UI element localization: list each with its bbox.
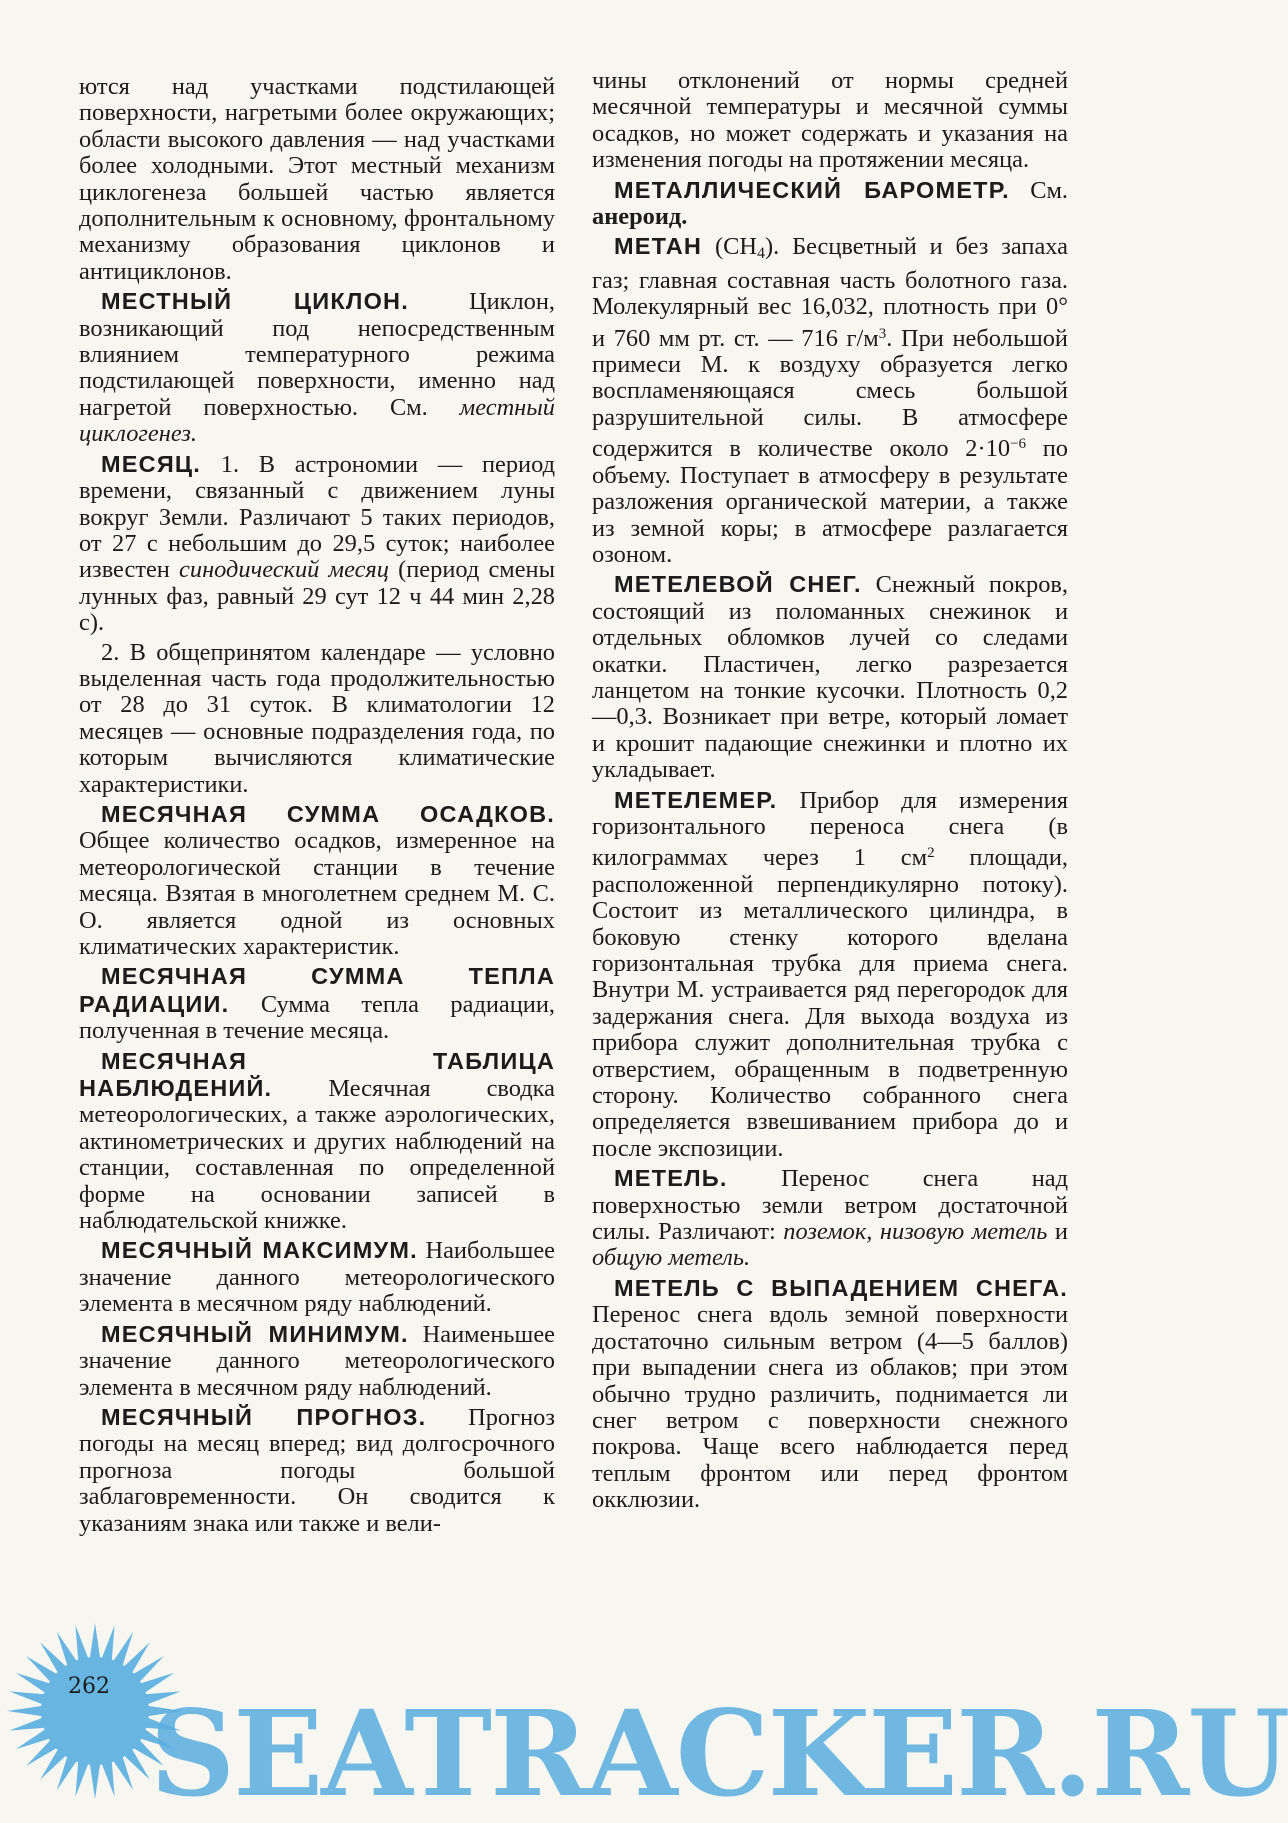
continued-paragraph: ются над участками подстилающей поверхности, нагретыми более окружающих; области высокого давления — над участками более холодными. Этот местный механизм циклогенеза большей частью является дополнительным к основному, фронтальному механизму образования циклонов и антициклонов. [79, 73, 555, 285]
italic-term: общую метель. [592, 1244, 751, 1272]
entry-term: МЕТЕЛЕМЕР. [614, 786, 778, 813]
entry-text: 1. В астрономии — период времени, связанный с движением луны вокруг Земли. Различают 5 таких периодов, от 27 с небольшим до 29,5 суток; наиболее известен [79, 450, 555, 584]
entry-mesyachnyi-minimum [79, 1321, 555, 1401]
entry-mestnyi-tsiklon [79, 288, 555, 447]
entry-term: МЕТАЛЛИЧЕСКИЙ БАРОМЕТР. [614, 176, 1010, 203]
formula-text: (CH [702, 233, 757, 261]
entry-text: Прогноз погоды на месяц вперед; вид долгосрочного прогноза погоды большой заблаговременности. Он сводится к указаниям знака или также и вели- [79, 1403, 555, 1537]
watermark-text: SEATRACKER.RU [150, 1684, 1288, 1823]
entry-text: Циклон, возникающий под непосредственным влиянием температурного режима подстилающей поверхности, именно над нагретой поверхностью. См. [79, 288, 555, 421]
entry-metan [592, 233, 1068, 568]
entry-term: МЕСЯЧНАЯ ТАБЛИЦА НАБЛЮДЕНИЙ. [79, 1047, 555, 1102]
cross-reference: местный циклогенез. [79, 393, 555, 448]
entry-term: МЕТАН [614, 233, 703, 260]
entry-term: МЕСЯЧНЫЙ МАКСИМУМ. [101, 1237, 418, 1264]
entry-text: Перенос снега над поверхностью земли ветром достаточной силы. Различают: [592, 1165, 1068, 1246]
entry-text: Перенос снега вдоль земной поверхности достаточно сильным ветром (4—5 баллов) при выпадении снега из облаков; при этом обычно трудно различить, поднимается ли снег ветром с поверхности снежного покрова. Чаще всего наблюдается перед теплым фронтом или перед фронтом окклюзии. [592, 1301, 1068, 1514]
entry-metel-s-vypadeniem-snega [592, 1275, 1068, 1514]
entry-text: Общее количество осадков, измеренное на метеорологической станции в течение месяца. Взятая в многолетнем среднем М. С. О. является одной из основных климатических характеристик. [79, 827, 555, 960]
formula-text: ). [764, 233, 780, 261]
entry-text: (период смены лунных фаз, равный 29 сут 12 ч 44 мин 2,28 с). [79, 556, 555, 637]
entry-text: площади, расположенной перпендикулярно потоку). Состоит из металлического цилиндра, в боковую стенку которого вделана горизонтальная трубка для приема снега. Внутри М. устраивается ряд перегородок для задержания снега. Для выхода воздуха из прибора служит дополнительная трубка с отверстием, обращенным в подветренную сторону. Количество собранного снега определяется взвешиванием прибора до и после экспозиции. [592, 844, 1068, 1162]
entry-term: МЕСЯЧНЫЙ МИНИМУМ. [101, 1320, 409, 1347]
entry-text: Сумма тепла радиации, полученная в течение месяца. [79, 990, 555, 1045]
entry-term: МЕСТНЫЙ ЦИКЛОН. [101, 288, 409, 315]
italic-term: поземок, низовую метель [783, 1218, 1048, 1246]
entry-metelemer [592, 787, 1068, 1163]
superscript: 3 [878, 325, 887, 342]
entry-text: Наименьшее значение данного метеорологического элемента в месячном ряду наблюдений. [79, 1320, 555, 1401]
superscript: 2 [927, 845, 935, 862]
entry-mesyachnaya-summa-osadkov [79, 801, 555, 960]
entry-metelevoi-sneg [592, 571, 1068, 783]
page-number: 262 [68, 1674, 110, 1699]
entry-metallicheskii-barometr [592, 177, 1068, 231]
entry-term: МЕТЕЛЬ С ВЫПАДЕНИЕМ СНЕГА. [614, 1274, 1068, 1301]
left-column [79, 74, 555, 1540]
entry-term: МЕТЕЛЕВОЙ СНЕГ. [614, 571, 862, 598]
entry-text: Месячная сводка метеорологических, а также аэрологических, актинометрических и других наблюдений на станции, составленная по определенной форме на основании записей в наблюдательской книжке. [79, 1075, 555, 1235]
continued-paragraph: чины отклонений от нормы средней месячной температуры и месячной суммы осадков, но может содержать и указания на изменения погоды на протяжении месяца. [592, 67, 1068, 174]
entry-term: МЕТЕЛЬ. [614, 1165, 728, 1192]
entry-mesyats [79, 451, 555, 637]
entry-text: Снежный покров, состоящий из поломанных снежинок и отдельных обломков лучей со следами окатки. Пластичен, легко разрезается ланцетом на тонкие кусочки. Плотность 0,2—0,3. Возникает при ветре, который ломает и крошит падающие снежинки и плотно их укладывает. [592, 571, 1068, 784]
entry-text: Наибольшее значение данного метеорологического элемента в месячном ряду наблюдений. [79, 1237, 555, 1318]
entry-text: См. [1009, 176, 1068, 204]
entry-text: . При небольшой примеси М. к воздуху образуется легко воспламеняющаяся смесь большой разрушительной силы. В атмосфере содержится в количестве около 2·10 [592, 324, 1068, 463]
entry-term: МЕСЯЦ. [101, 450, 202, 477]
entry-term: МЕСЯЧНАЯ СУММА ТЕПЛА РАДИАЦИИ. [79, 963, 555, 1017]
entry-text: и [1047, 1218, 1068, 1246]
entry-term: МЕСЯЧНАЯ СУММА ОСАДКОВ. [101, 800, 555, 827]
entry-term: МЕСЯЧНЫЙ ПРОГНОЗ. [101, 1403, 427, 1430]
entry-text: Прибор для измерения горизонтального переноса снега (в килограммах через 1 см [592, 786, 1068, 872]
chemical-formula [702, 233, 780, 263]
entry-mesyats-sense-2: 2. В общепринятом календаре — условно выделенная часть года продолжительностью от 28 до 31 суток. В климатологии 12 месяцев — основные подразделения года, по которым вычисляются климатические характеристики. [79, 638, 555, 798]
entry-text: по объему. Поступает в атмосферу в результате разложения органической материи, а также из земной коры; в атмосфере разлагается озоном. [592, 435, 1068, 568]
italic-term: синодический месяц [179, 556, 389, 584]
entry-mesyachnyi-prognoz [79, 1404, 555, 1537]
right-column [592, 68, 1068, 1517]
entry-metel [592, 1165, 1068, 1272]
entry-mesyachnyi-maksimum [79, 1237, 555, 1317]
entry-mesyachnaya-summa-tepla [79, 963, 555, 1044]
entry-mesyachnaya-tablitsa [79, 1048, 555, 1235]
superscript: −6 [1010, 436, 1026, 453]
formula-subscript: 4 [756, 245, 765, 263]
entry-text: Бесцветный и без запаха газ; главная составная часть болотного газа. Молекулярный вес 16,032, плотность при 0° и 760 мм рт. ст. — 716 г/м [592, 233, 1068, 352]
cross-reference: анероид. [592, 203, 688, 231]
